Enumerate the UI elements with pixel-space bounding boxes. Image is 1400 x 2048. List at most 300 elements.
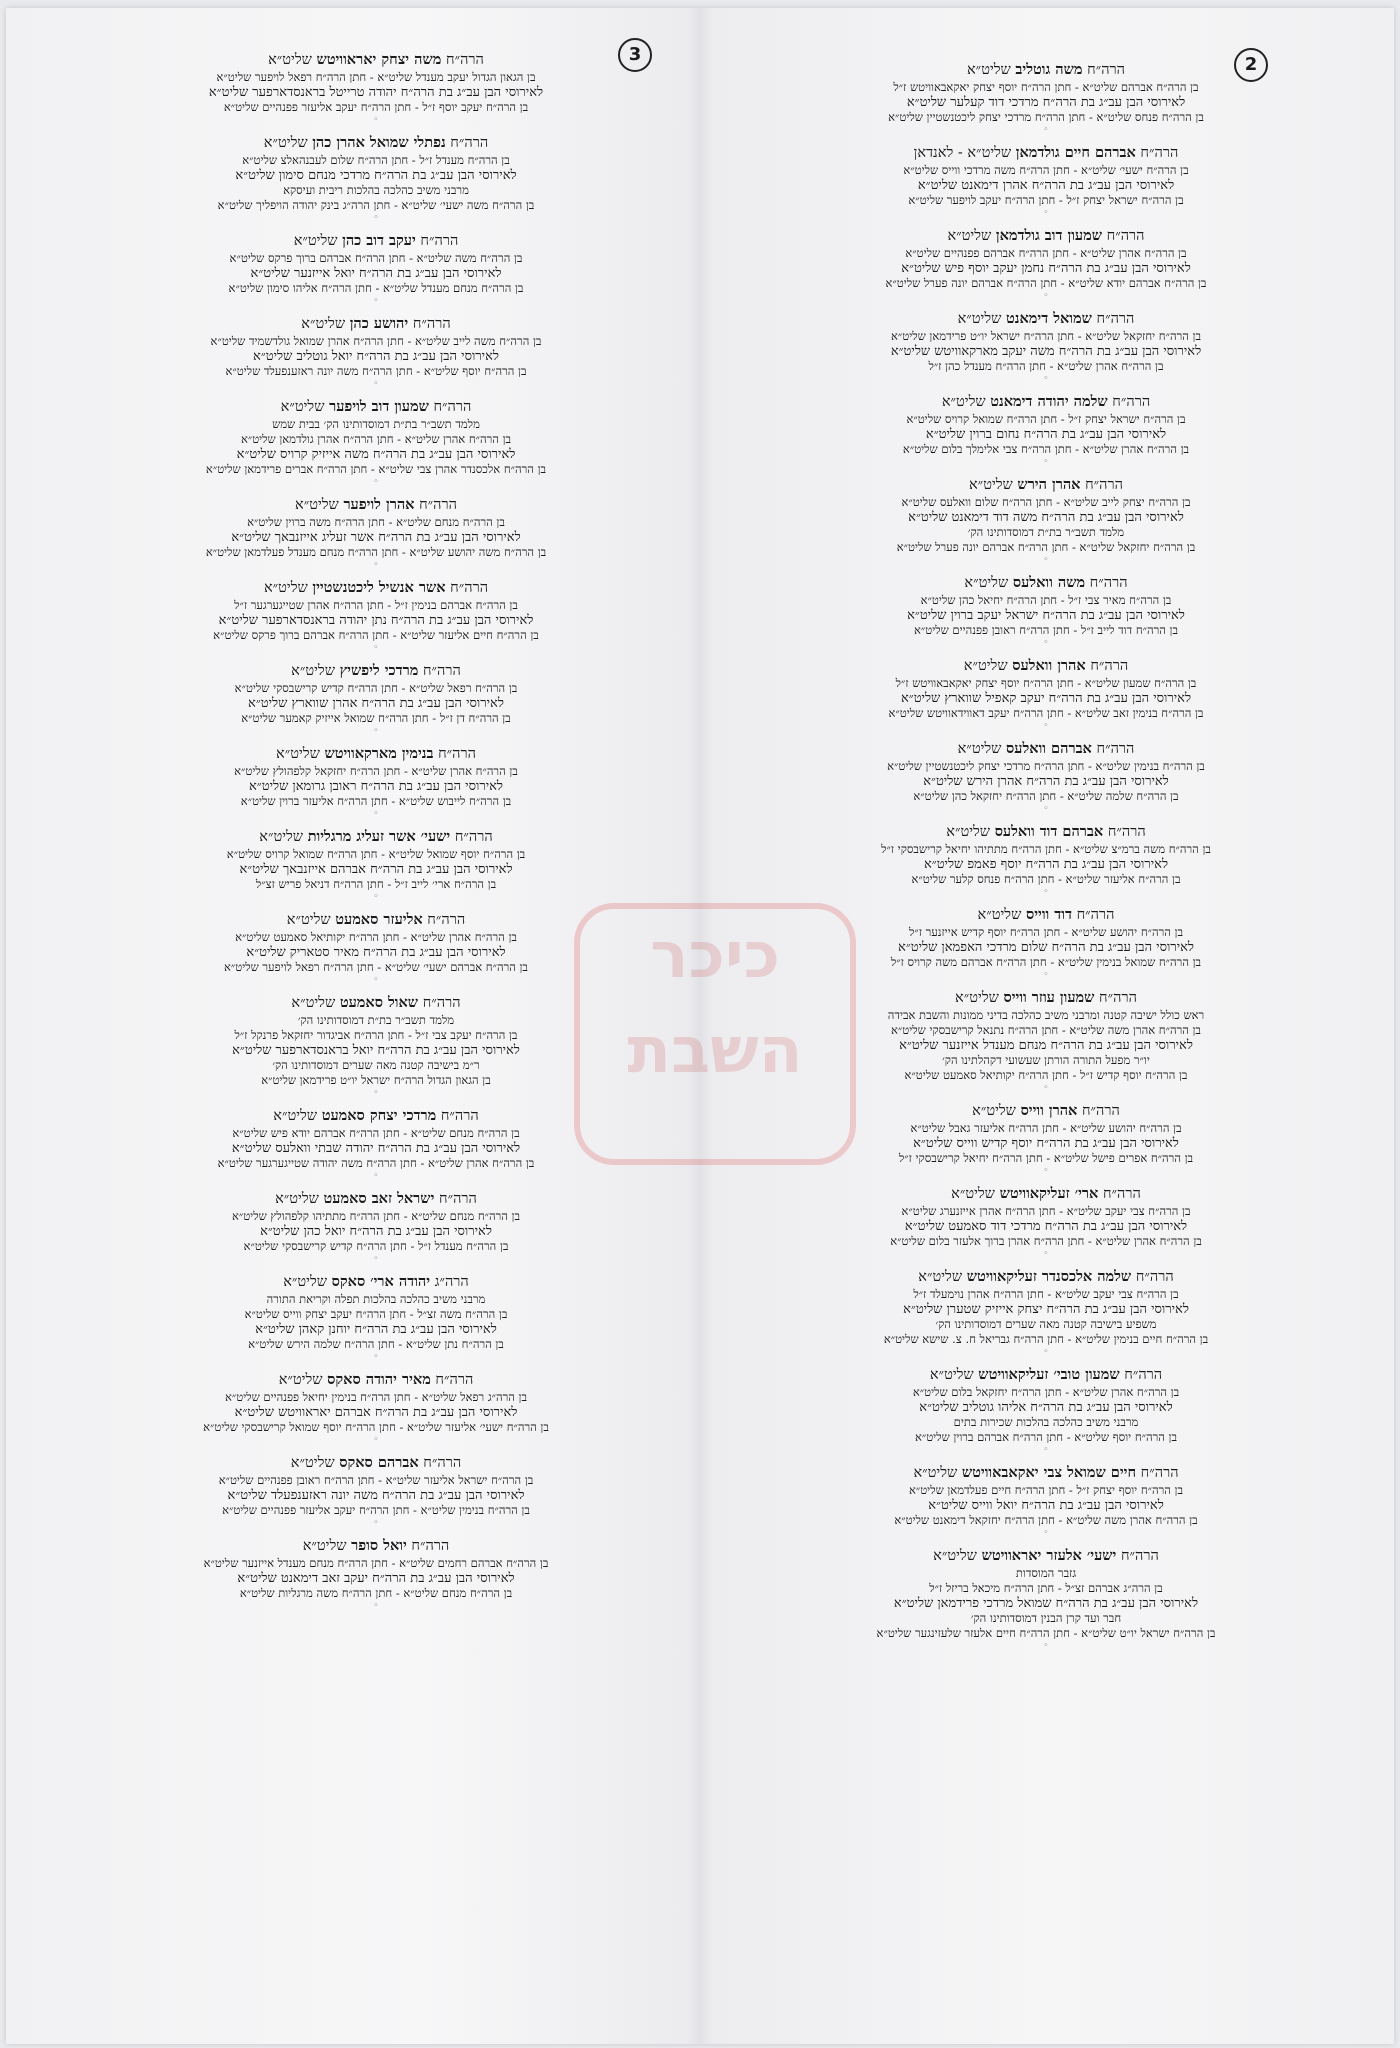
entry-line: בן הרה״ח רפאל שליט״א - חתן הרה״ח קדיש קרישבסקי שליט״א [234, 681, 518, 695]
entry-title [76, 397, 676, 417]
entry-line: בן הרה״ח משה ישעי׳ שליט״א - חתן הרה״ג בינק יהודה הויפליך שליט״א [217, 198, 535, 212]
entry-title [76, 314, 676, 334]
entry-line: לאירוסי הבן עב״ג בת הרה״ח אברהם יאראוויטש שליט״א [234, 1405, 518, 1420]
entry-title [761, 392, 1331, 412]
title-name: משה וואלעס [1012, 574, 1086, 591]
entry-line: בן הרה״ח אליעזר שליט״א - חתן הרה״ח פנחס קלער שליט״א [911, 872, 1181, 886]
title-prefix: הרה״ח [420, 233, 459, 249]
entry-line: בן הרה״ח משה זצ״ל - חתן הרה״ח יעקב יצחק ווייס שליט״א [244, 1307, 508, 1321]
title-name: ישעי׳ אשר זעליג מרגליות [307, 828, 451, 845]
engagement-entry [76, 1189, 676, 1264]
engagement-entry [76, 1370, 676, 1445]
entry-line: לאירוסי הבן עב״ג בת הרה״ח יואל כהן שליט״א [260, 1224, 492, 1239]
entry-title [761, 475, 1331, 495]
page-number-left: 3 [618, 38, 652, 72]
entry-line: בן הרה״ח יוסף שליט״א - חתן הרה״ח משה יונה ראזענפעלד שליט״א [225, 364, 527, 378]
entry-title [761, 573, 1331, 593]
entry-line: מרבני משיב כהלכה בהלכות שכירות בתים [953, 1415, 1139, 1429]
entry-line: בן הרה״ח יחזקאל שליט״א - חתן הרה״ח אברהם יונה פערל שליט״א [896, 540, 1196, 554]
entry-line: בן הרה״ח בנימין שליט״א - חתן הרה״ח מרדכי יצחק ליכטנשטיין שליט״א [887, 759, 1205, 773]
title-suffix: שליט״א [280, 399, 325, 415]
entry-title [76, 578, 676, 598]
entry-line: בן הרה״ח לייבוש שליט״א - חתן הרה״ח אליעזר ברוין שליט״א [240, 794, 512, 808]
entry-title [76, 1453, 676, 1473]
entry-title [76, 1189, 676, 1209]
title-suffix: שליט״א [918, 1269, 963, 1285]
title-suffix: שליט״א [268, 52, 312, 68]
entry-line: בן הרה״ח מנחם שליט״א - חתן הרה״ח אברהם יודא פיש שליט״א [232, 1126, 520, 1140]
entry-line: בן הרה״ח יהושע שליט״א - חתן הרה״ח יוסף קדיש אייזנער ז״ל [908, 925, 1184, 939]
entry-separator: ◦ [1043, 887, 1049, 897]
title-name: שאול סאמעט [339, 994, 419, 1011]
title-suffix: שליט״א [947, 228, 992, 244]
title-name: אברהם סאקס [339, 1454, 419, 1471]
entry-line: לאירוסי הבן עב״ג בת הרה״ח נחום ברוין שליט״א [925, 427, 1167, 442]
title-prefix: הרה״ח [422, 995, 461, 1011]
title-name: אהרן וואלעס [1012, 657, 1086, 674]
entry-line: לאירוסי הבן עב״ג בת הרה״ח נתן יהודה בראנסדארפער שליט״א [218, 613, 534, 628]
entry-line: בן הרה״ח אהרן משה שליט״א - חתן הרה״ח יחזקאל דימאנט שליט״א [894, 1513, 1198, 1527]
entry-line: בן הרה״ח צבי יעקב שליט״א - חתן הרה״ח אהרן נוימעלד ז״ל [913, 1287, 1179, 1301]
engagement-entry [761, 656, 1331, 731]
engagement-entry [76, 827, 676, 902]
title-name: ארי׳ זעליקאוויטש [999, 1185, 1099, 1202]
entry-separator: ◦ [373, 1518, 379, 1528]
entry-line: לאירוסי הבן עב״ג בת הרה״ח אהרן שווארץ שליט״א [248, 696, 504, 711]
title-suffix: שליט״א [291, 663, 335, 679]
entry-line: בן הרה״ח ארי׳ לייב ז״ל - חתן הרה״ח דניאל פריש זצ״ל [255, 877, 497, 891]
entry-line: בן הרה״ח ישראל אליעזר שליט״א - חתן הרה״ח ראובן פפנהיים שליט״א [218, 1473, 534, 1487]
entry-line: בן הרה״ח פנחס שליט״א - חתן הרה״ח מרדכי יצחק ליכטנשטיין שליט״א [888, 110, 1204, 124]
title-name: שמואל דימאנט [1006, 310, 1092, 327]
title-prefix: הרה״ח [433, 399, 472, 415]
title-suffix: שליט״א [964, 575, 1009, 591]
entry-line: לאירוסי הבן עב״ג בת הרה״ח יוסף קדיש ווייס שליט״א [913, 1136, 1179, 1151]
entry-line: מרבני משיב כהלכה בהלכות תפלה וקריאת התורה [266, 1292, 486, 1306]
entry-separator: ◦ [373, 1254, 379, 1264]
engagement-entry [761, 822, 1331, 897]
entry-line: בן הרה״ח אפרים פישל שליט״א - חתן הרה״ח יחיאל קרישבסקי ז״ל [898, 1151, 1194, 1165]
title-prefix: הרה״ח [450, 135, 489, 151]
engagement-entry [761, 143, 1331, 218]
title-suffix: שליט״א [955, 990, 999, 1006]
title-suffix: שליט״א [968, 477, 1013, 493]
entry-line: יו״ר מפעל התורה הורתן שעשועי דקהלתינו הק׳ [942, 1053, 1150, 1067]
entry-line: משפיע בישיבה קטנה מאה שערים דמוסדותינו הק׳ [935, 1317, 1157, 1331]
entry-line: בן הרה״ח אהרן שליט״א - חתן הרה״ח אברהם פפנהיים שליט״א [905, 246, 1187, 260]
entry-line: בן הרה״ח חיים בנימין שליט״א - חתן הרה״ח גבריאל ח. צ. שישא שליט״א [883, 1332, 1209, 1346]
entry-line: בן הרה״ח יעקב צבי ז״ל - חתן הרה״ח אביגדור יחזקאל פרנקל ז״ל [234, 1028, 518, 1042]
entry-line: לאירוסי הבן עב״ג בת הרה״ח יוחנן קאהן שליט״א [255, 1322, 497, 1337]
entry-separator: ◦ [373, 115, 379, 125]
title-prefix: הרה״ח [454, 829, 493, 845]
entry-title [76, 231, 676, 251]
title-suffix: שליט״א [273, 1108, 318, 1124]
entry-separator: ◦ [1043, 1528, 1049, 1538]
title-prefix: הרה״ח [412, 316, 451, 332]
entry-title [761, 60, 1331, 80]
entry-line: לאירוסי הבן עב״ג בת הרה״ח אהרן הירש שליט״א [923, 774, 1169, 789]
entry-line: בן הרה״ח ישראל יו״ט שליט״א - חתן הרה״ח חיים אלעזר שלעזינגער שליט״א [876, 1626, 1216, 1640]
entry-line: בן הרה״ג רפאל שליט״א - חתן הרה״ח בנימין יחיאל פפנהיים שליט״א [224, 1390, 527, 1404]
entry-line: בן הרה״ח צבי יעקב שליט״א - חתן הרה״ח אהרן אייזנערג שליט״א [901, 1204, 1191, 1218]
entry-line: גזבר המוסדות [1015, 1566, 1077, 1580]
entry-separator: ◦ [1043, 457, 1049, 467]
entry-line: בן הרה״ח ישראל יצחק ז״ל - חתן הרה״ח שמואל קרויס שליט״א [906, 412, 1186, 426]
entry-title [76, 1272, 676, 1292]
entry-line: בן הרה״ח יחזקאל שליט״א - חתן הרה״ח ישראל יו״ט פרידמאן שליט״א [891, 329, 1201, 343]
title-prefix: הרה״ח [1089, 575, 1128, 591]
engagement-entry [76, 1272, 676, 1362]
entry-title [76, 1370, 676, 1390]
entry-line: בן הרה״ח אהרן שליט״א - חתן הרה״ח יקותיאל סאמעט שליט״א [235, 930, 517, 944]
title-prefix: הרה״ח [1090, 658, 1129, 674]
engagement-entry [761, 226, 1331, 301]
engagement-entry [76, 133, 676, 223]
entry-line: לאירוסי הבן עב״ג בת הרה״ח שמואל מרדכי פרידמאן שליט״א [893, 1596, 1199, 1611]
entry-line: בן הרה״ח יצחק לייב שליט״א - חתן הרה״ח שלום וואלעס שליט״א [901, 495, 1191, 509]
title-name: שמעון דוב גולדמאן [995, 227, 1103, 244]
entry-separator: ◦ [1043, 1249, 1049, 1259]
entry-line: בן הרה״ח יוסף יצחק ז״ל - חתן הרה״ח חיים פעלדמאן שליט״א [908, 1483, 1184, 1497]
title-prefix: הרה״ח [1140, 145, 1179, 161]
entry-line: בן הרה״ח שלמה שליט״א - חתן הרה״ח יחזקאל כהן שליט״א [913, 789, 1179, 803]
entry-line: לאירוסי הבן עב״ג בת הרה״ח ראובן גרומאן שליט״א [248, 779, 503, 794]
entry-line: לאירוסי הבן עב״ג בת הרה״ח יואל אייזנער שליט״א [250, 266, 502, 281]
entry-separator: ◦ [373, 477, 379, 487]
title-name: מרדכי ליפשיץ [339, 662, 419, 679]
title-prefix: הרה״ח [1076, 907, 1115, 923]
title-name: מאיר יהודה סאקס [327, 1371, 431, 1388]
entry-line: בן הרה״ח אהרן שליט״א - חתן הרה״ח משה יהודה שטייגערגער שליט״א [217, 1156, 535, 1170]
entry-line: בן הרה״ח אלכסנדר אהרן צבי שליט״א - חתן הרה״ח אברים פרידמאן שליט״א [205, 462, 547, 476]
entry-line: לאירוסי הבן עב״ג בת הרה״ח יעקב קאפיל שווארץ שליט״א [900, 691, 1192, 706]
entry-line: בן הרה״ח אברהם שליט״א - חתן הרה״ח יוסף יצחק יאקאבאוויטש ז״ל [893, 80, 1199, 94]
title-prefix: הרה״ח [423, 1455, 462, 1471]
entry-line: בן הרה״ח דוד לייב ז״ל - חתן הרה״ח ראובן פפנהיים שליט״א [913, 623, 1178, 637]
entry-line: לאירוסי הבן עב״ג בת הרה״ח יהודה טרייטל בראנסדארפער שליט״א [208, 85, 544, 100]
entry-line: מלמד תשב״ר בת״ת דמוסדותינו הק׳ בבית שמש [272, 417, 480, 431]
title-suffix: שליט״א [263, 135, 308, 151]
entry-line: לאירוסי הבן עב״ג בת הרה״ח ישראל יעקב ברוין שליט״א [907, 608, 1185, 623]
entry-separator: ◦ [1043, 555, 1049, 565]
entry-separator: ◦ [373, 1171, 379, 1181]
entry-title [761, 309, 1331, 329]
entry-line: חבר ועד קרן הבנין דמוסדותינו הק׳ [970, 1611, 1122, 1625]
title-name: אהרן ווייס [1020, 1102, 1078, 1119]
title-suffix: שליט״א [286, 912, 331, 928]
entry-line: בן הרה״ח אברהם ישעי׳ שליט״א - חתן הרה״ח רפאל לויפער שליט״א [224, 960, 528, 974]
entry-separator: ◦ [373, 213, 379, 223]
entry-separator: ◦ [1043, 374, 1049, 384]
title-name: יהושע כהן [349, 315, 409, 332]
title-name: יעקב דוב כהן [342, 232, 416, 249]
entry-line: לאירוסי הבן עב״ג בת הרה״ח אהרן דימאנט שליט״א [917, 178, 1175, 193]
entry-separator: ◦ [1043, 721, 1049, 731]
engagement-entry [76, 495, 676, 570]
entry-separator: ◦ [373, 1435, 379, 1445]
entry-line: בן הרה״ח בנימין שליט״א - חתן הרה״ח יעקב אליעזר פפנהיים שליט״א [222, 1503, 530, 1517]
engagement-entry [761, 1546, 1331, 1651]
title-suffix: שליט״א [957, 311, 1002, 327]
title-suffix: שליט״א [275, 1191, 319, 1207]
title-suffix: שליט״א [276, 746, 320, 762]
entry-separator: ◦ [1043, 1083, 1049, 1093]
title-name: יהודה ארי׳ סאקס [331, 1273, 431, 1290]
title-prefix: הרה״ג [434, 1274, 469, 1290]
entry-line: מרבני משיב כהלכה בהלכות ריבית ועיסקא [283, 183, 469, 197]
document-sheet [6, 8, 1394, 2044]
title-name: שלמה יהודה דימאנט [990, 393, 1108, 410]
title-name: אברהם וואלעס [1006, 740, 1092, 757]
engagement-entry [76, 397, 676, 487]
title-prefix: הרה״ח [1124, 1367, 1163, 1383]
entry-line: לאירוסי הבן עב״ג בת הרה״ח מנחם מענדל אייזנער שליט״א [899, 1038, 1193, 1053]
entry-separator: ◦ [373, 296, 379, 306]
entry-title [76, 661, 676, 681]
engagement-entry [761, 1267, 1331, 1357]
entry-line: בן הרה״ח אהרן שליט״א - חתן הרה״ח צבי אלימלך בלום שליט״א [902, 442, 1190, 456]
title-prefix: הרה״ח [435, 1372, 474, 1388]
entry-separator: ◦ [373, 1352, 379, 1362]
engagement-entry [761, 1184, 1331, 1259]
entry-line: בן הרה״ח אהרן שליט״א - חתן הרה״ח יחזקאל קלפהולץ שליט״א [234, 764, 518, 778]
entry-separator: ◦ [1043, 208, 1049, 218]
title-prefix: הרה״ח [1096, 311, 1135, 327]
entry-line: לאירוסי הבן עב״ג בת הרה״ח מרדכי דוד סאמעט שליט״א [904, 1219, 1188, 1234]
entry-line: ר״מ בישיבה קטנה מאה שערים דמוסדותינו הק׳ [272, 1058, 480, 1072]
entry-line: בן הרה״ח אהרן שליט״א - חתן הרה״ח אהרן גולדמאן שליט״א [240, 432, 512, 446]
title-name: חיים שמואל צבי יאקאבאוויטש [961, 1464, 1137, 1481]
title-suffix: שליט״א [957, 741, 1002, 757]
entry-separator: ◦ [1043, 1445, 1049, 1455]
title-prefix: הרה״ח [1102, 1186, 1141, 1202]
entry-line: בן הרה״ח יוסף קדיש ז״ל - חתן הרה״ח יקותיאל סאמעט שליט״א [904, 1068, 1188, 1082]
entry-line: בן הרה״ח משה ברמ״צ שליט״א - חתן הרה״ח מתתיהו יחיאל קרישבסקי ז״ל [881, 842, 1211, 856]
entry-separator: ◦ [1043, 804, 1049, 814]
entry-separator: ◦ [373, 726, 379, 736]
entry-line: בן הרה״ח אברהם בנימין ז״ל - חתן הרה״ח אהרן שטייגערגער ז״ל [234, 598, 518, 612]
entry-separator: ◦ [373, 1088, 379, 1098]
entry-separator: ◦ [373, 809, 379, 819]
entry-line: לאירוסי הבן עב״ג בת הרה״ח יצחק אייזיק שטערן שליט״א [903, 1302, 1189, 1317]
engagement-entry [76, 578, 676, 653]
title-name: אברהם חיים גולדמאן [1015, 144, 1136, 161]
title-suffix: שליט״א [293, 233, 338, 249]
engagement-entry [761, 392, 1331, 467]
title-suffix: שליט״א [977, 907, 1022, 923]
entry-line: בן הרה״ח שמואל בנימין שליט״א - חתן הרה״ח אברהם משה קרויס ז״ל [890, 955, 1202, 969]
title-suffix: שליט״א [933, 1548, 977, 1564]
title-name: משה גוטליב [1015, 61, 1083, 78]
entry-line: בן הרה״ח דן ז״ל - חתן הרה״ח שמואל אייזיק קאמער שליט״א [241, 711, 511, 725]
entry-line: בן הרה״ח חיים אליעזר שליט״א - חתן הרה״ח אברהם ברוך פרקס שליט״א [213, 628, 539, 642]
entry-separator: ◦ [1043, 638, 1049, 648]
title-suffix: שליט״א [301, 316, 346, 332]
entry-line: בן הרה״ח מנחם שליט״א - חתן הרה״ח משה מרגליות שליט״א [239, 1586, 513, 1600]
title-name: אליעזר סאמעט [335, 911, 423, 928]
entry-separator: ◦ [1043, 970, 1049, 980]
entry-separator: ◦ [1043, 125, 1049, 135]
title-name: ישעי׳ אלעזר יאראוויטש [981, 1547, 1117, 1564]
entry-title [761, 822, 1331, 842]
title-prefix: הרה״ח [1096, 741, 1135, 757]
title-prefix: הרה״ח [445, 52, 484, 68]
title-prefix: הרה״ח [1107, 824, 1146, 840]
title-suffix: שליט״א [941, 394, 986, 410]
entry-line: לאירוסי הבן עב״ג בת הרה״ח מרדכי מנחם סימון שליט״א [235, 168, 517, 183]
entry-separator: ◦ [373, 560, 379, 570]
title-suffix: שליט״א [283, 1274, 328, 1290]
title-suffix: שליט״א [951, 1186, 995, 1202]
entry-title [76, 495, 676, 515]
entry-line: בן הרה״ח מנחם מענדל שליט״א - חתן הרה״ח אליהו סימון שליט״א [228, 281, 524, 295]
entry-line: בן הרה״ח אהרן שליט״א - חתן הרה״ח יחזקאל בלום שליט״א [912, 1385, 1180, 1399]
entry-separator: ◦ [1043, 1166, 1049, 1176]
title-prefix: הרה״ח [1081, 1103, 1120, 1119]
title-suffix: שליט״א [946, 824, 991, 840]
entry-line: לאירוסי הבן עב״ג בת הרה״ח יואל בראנסדארפער שליט״א [232, 1043, 520, 1058]
entry-line: לאירוסי הבן עב״ג בת הרה״ח מאיר סטאריק שליט״א [246, 945, 506, 960]
entry-line: בן הרה״ח משה לייב שליט״א - חתן הרה״ח אהרן שמואל גולדשמיד שליט״א [210, 334, 542, 348]
entry-line: בן הרה״ח אברהם רחמים שליט״א - חתן הרה״ח מנחם מענדל אייזנער שליט״א [203, 1556, 549, 1570]
title-prefix: הרה״ח [419, 497, 457, 513]
engagement-entry [761, 1365, 1331, 1455]
entry-title [761, 1463, 1331, 1483]
engagement-entry [76, 661, 676, 736]
engagement-entry [76, 50, 676, 125]
entry-line: מלמד תשב״ר בת״ת דמוסדותינו הק׳ [967, 525, 1125, 539]
entry-line: בן הרה״ח מענדל ז״ל - חתן הרה״ח שלום לעבנהאלצ שליט״א [242, 153, 510, 167]
entry-line: בן הגאון הגדול יעקב מענדל שליט״א - חתן הרה״ח רפאל לויפער שליט״א [216, 70, 536, 84]
entry-line: לאירוסי הבן עב״ג בת הרה״ח מרדכי דוד קעלער שליט״א [906, 95, 1186, 110]
title-prefix: הרה״ח [1087, 62, 1126, 78]
title-prefix: הרה״ח [1120, 1548, 1159, 1564]
engagement-entry [761, 1463, 1331, 1538]
entry-separator: ◦ [373, 892, 379, 902]
entry-title [76, 133, 676, 153]
title-suffix: שליט״א [302, 1538, 347, 1554]
engagement-entry [76, 1536, 676, 1611]
entry-separator: ◦ [373, 1601, 379, 1611]
entry-line: בן הרה״ח יהושע שליט״א - חתן הרה״ח אליעזר גאבל שליט״א [910, 1121, 1182, 1135]
entry-separator: ◦ [373, 643, 379, 653]
title-suffix: שליט״א [913, 1465, 958, 1481]
title-name: נפתלי שמואל אהרן כהן [312, 134, 446, 151]
entry-separator: ◦ [1043, 1347, 1049, 1357]
entry-line: בן הרה״ח יעקב יוסף ז״ל - חתן הרה״ח יעקב אליעזר פפנהיים שליט״א [223, 100, 529, 114]
entry-line: מלמד תשב״ר בת״ת דמוסדותינו הק׳ [297, 1013, 455, 1027]
entry-line: לאירוסי הבן עב״ג בת הרה״ח יעקב זאב דימאנט שליט״א [237, 1571, 515, 1586]
title-name: שמעון טובי׳ זעליקאוויטש [978, 1366, 1120, 1383]
engagement-entry [761, 475, 1331, 565]
title-name: אהרן לויפער [343, 496, 415, 513]
engagement-entry [76, 1453, 676, 1528]
title-name: משה יצחק יאראוויטש [316, 51, 442, 68]
entry-title [761, 1546, 1331, 1566]
title-prefix: הרה״ח [411, 1538, 450, 1554]
entry-line: לאירוסי הבן עב״ג בת הרה״ח יואל גוטליב שליט״א [253, 349, 499, 364]
title-name: שלמה אלכסנדר זעליקאוויטש [966, 1268, 1132, 1285]
entry-line: בן הרה״ח משה יהושע שליט״א - חתן הרה״ח מנחם מענדל פעלדמאן שליט״א [205, 545, 547, 559]
title-suffix: שליט״א [291, 995, 336, 1011]
title-name: דוד ווייס [1025, 906, 1072, 923]
entry-line: בן הרה״ג אברהם זצ״ל - חתן הרה״ח מיכאל בריזל ז״ל [929, 1581, 1163, 1595]
engagement-entry [761, 739, 1331, 814]
title-prefix: הרה״ח [1099, 990, 1137, 1006]
title-prefix: הרה״ח [1140, 1465, 1179, 1481]
entry-line: ראש כולל ישיבה קטנה ומרבני משיב כהלכה בדיני ממונות והשבת אבידה [887, 1008, 1205, 1022]
title-prefix: הרה״ח [422, 663, 461, 679]
title-suffix: שליט״א [929, 1367, 974, 1383]
entry-line: בן הרה״ח משה שליט״א - חתן הרה״ח אברהם ברוך פרקס שליט״א [229, 251, 523, 265]
title-prefix: הרה״ח [438, 1191, 477, 1207]
title-suffix: שליט״א [259, 829, 304, 845]
entry-line: בן הרה״ח ישעי׳ אליעזר שליט״א - חתן הרה״ח יוסף שמואל קרישבסקי שליט״א [203, 1420, 549, 1434]
entry-line: לאירוסי הבן עב״ג בת הרה״ח משה יעקב מארקאוויטש שליט״א [890, 344, 1202, 359]
engagement-entry [76, 314, 676, 389]
entry-line: לאירוסי הבן עב״ג בת הרה״ח יואל ווייס שליט״א [928, 1498, 1164, 1513]
entry-line: לאירוסי הבן עב״ג בת הרה״ח משה דוד דימאנט שליט״א [908, 510, 1184, 525]
title-suffix: שליט״א [966, 62, 1011, 78]
entry-line: בן הרה״ח יוסף שליט״א - חתן הרה״ח אברהם ברוין שליט״א [914, 1430, 1178, 1444]
title-name: שמעון עוזר ווייס [1003, 989, 1095, 1006]
entry-title [761, 143, 1331, 163]
entry-title [761, 739, 1331, 759]
title-prefix: הרה״ח [1112, 394, 1151, 410]
title-name: יואל סופר [351, 1537, 407, 1554]
title-name: אברהם דוד וואלעס [994, 823, 1104, 840]
entry-line: לאירוסי הבן עב״ג בת הרה״ח אשר זעליג אייזנבאך שליט״א [231, 530, 521, 545]
entry-title [76, 744, 676, 764]
title-prefix: הרה״ח [440, 1108, 479, 1124]
entry-line: לאירוסי הבן עב״ג בת הרה״ח משה אייזיק קרויס שליט״א [236, 447, 516, 462]
watermark-logo: כיכר השבת [574, 903, 856, 1165]
title-suffix: שליט״א [263, 580, 308, 596]
entry-line: בן הרה״ח בנימין זאב שליט״א - חתן הרה״ח יעקב דאווידאוויטש שליט״א [888, 706, 1204, 720]
page-number-right: 2 [1234, 48, 1268, 82]
entry-line: בן הרה״ח אהרן שליט״א - חתן הרה״ח אהרן ברוך אלעזר בלום שליט״א [890, 1234, 1202, 1248]
entry-line: בן הרה״ח מנחם שליט״א - חתן הרה״ח משה ברוין שליט״א [247, 515, 505, 529]
title-suffix: שליט״א - לאנדאן [913, 145, 1012, 161]
entry-line: בן הרה״ח מנחם שליט״א - חתן הרה״ח מתתיהו קלפהולץ שליט״א [231, 1209, 521, 1223]
title-suffix: שליט״א [963, 658, 1008, 674]
title-suffix: שליט״א [290, 1455, 335, 1471]
entry-separator: ◦ [373, 975, 379, 985]
title-name: מרדכי יצחק סאמעט [321, 1107, 437, 1124]
entry-line: בן הרה״ח יוסף שמואל שליט״א - חתן הרה״ח שמואל קרויס שליט״א [226, 847, 526, 861]
entry-title [76, 50, 676, 70]
title-name: שמעון דוב לויפער [329, 398, 429, 415]
entry-line: לאירוסי הבן עב״ג בת הרה״ח נחמן יעקב יוסף פיש שליט״א [901, 261, 1191, 276]
entry-separator: ◦ [373, 379, 379, 389]
entry-line: לאירוסי הבן עב״ג בת הרה״ח שלום מרדכי האפמאן שליט״א [898, 940, 1194, 955]
entry-line: בן הרה״ח מאיר צבי ז״ל - חתן הרה״ח יחיאל כהן שליט״א [920, 593, 1172, 607]
entry-line: לאירוסי הבן עב״ג בת הרה״ח משה יונה ראזענפעלד שליט״א [227, 1488, 525, 1503]
engagement-entry [761, 60, 1331, 135]
title-prefix: הרה״ח [427, 912, 466, 928]
entry-line: בן הרה״ח אברהם יודא שליט״א - חתן הרה״ח אברהם יונה פערל שליט״א [885, 276, 1207, 290]
title-prefix: הרה״ח [1135, 1269, 1174, 1285]
title-prefix: הרה״ח [450, 580, 489, 596]
title-name: אהרן הירש [1017, 476, 1081, 493]
title-prefix: הרה״ח [438, 746, 476, 762]
engagement-entry [761, 309, 1331, 384]
entry-line: בן הרה״ח ישראל יצחק ז״ל - חתן הרה״ח יעקב לויפער שליט״א [908, 193, 1184, 207]
title-suffix: שליט״א [295, 497, 339, 513]
entry-line: בן הגאון הגדול הרה״ח ישראל יו״ט פרידמאן שליט״א [261, 1073, 491, 1087]
entry-line: בן הרה״ח אהרן משה שליט״א - חתן הרה״ח נתנאל קרישבסקי שליט״א [891, 1023, 1201, 1037]
